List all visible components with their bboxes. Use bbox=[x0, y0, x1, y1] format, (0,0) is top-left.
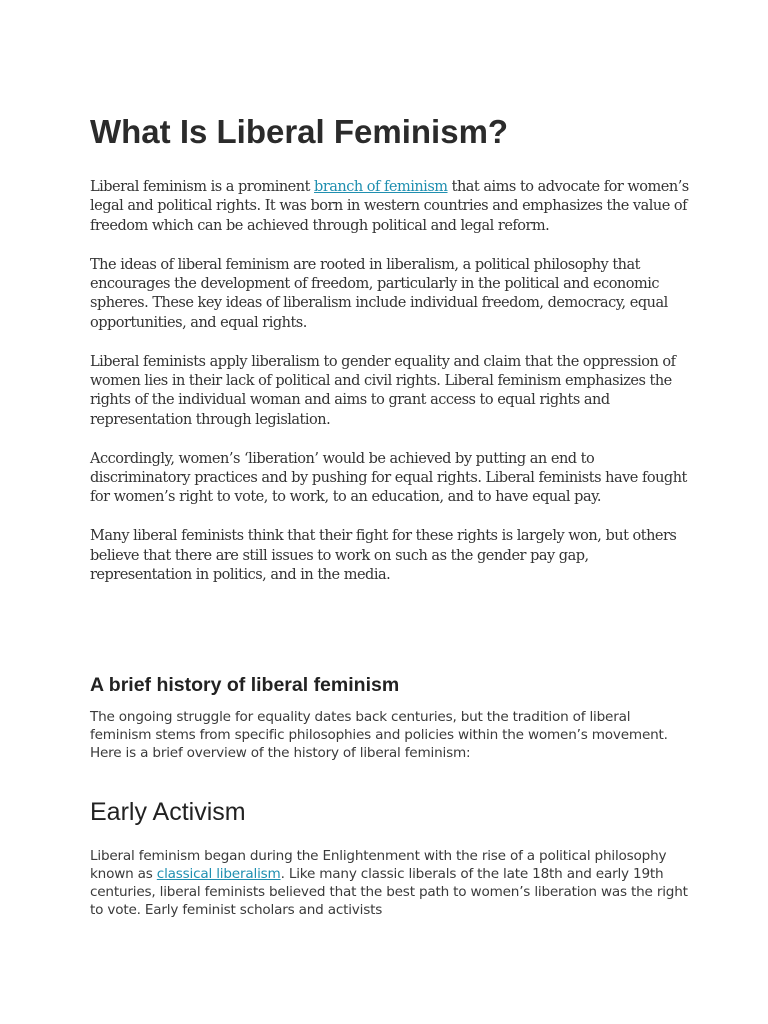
article-title: What Is Liberal Feminism? bbox=[90, 113, 509, 150]
history-heading: A brief history of liberal feminism bbox=[90, 674, 400, 696]
history-paragraph: The ongoing struggle for equality dates back centuries, but the tradition of liberal feminism stems from specific philosophies and policies within the women’s movement. Here is a brief overview of the history of liberal feminism: bbox=[90, 709, 668, 761]
intro-paragraph-2: The ideas of liberal feminism are rooted in liberalism, a political philosophy that encourages the development of freedom, particularly in the political and economic spheres. These key ideas of liberalism include individual freedom, democracy, equal opportunities, and equal rights. bbox=[90, 256, 668, 331]
early-activism-heading: Early Activism bbox=[90, 798, 246, 826]
early-text-before: Liberal feminism began during the Enlightenment with the rise of a political philosophy known as bbox=[90, 848, 667, 882]
classical-liberalism-link[interactable]: classical liberalism bbox=[156, 866, 281, 882]
intro-p1-text-before: Liberal feminism is a prominent bbox=[90, 179, 315, 195]
intro-paragraph-4: Accordingly, women’s ‘liberation’ would be achieved by putting an end to discriminatory practices and by pushing for equal rights. Liberal feminists have fought for women’s right to vote, to work, to an education, and to have equal pay. bbox=[90, 450, 687, 506]
branch-of-feminism-link[interactable]: branch of feminism bbox=[314, 179, 448, 195]
intro-paragraph-5: Many liberal feminists think that their fight for these rights is largely won, but others believe that there are still issues to work on such as the gender pay gap, representation in politics, and in the media. bbox=[90, 528, 677, 584]
early-text-after: . Like many classic liberals of the late 18th and early 19th centuries, liberal feminists believed that the best path to women’s liberation was the right to vote. Early feminist scholars and activists bbox=[90, 866, 688, 918]
intro-paragraph-3: Liberal feminists apply liberalism to gender equality and claim that the oppression of women lies in their lack of political and civil rights. Liberal feminism emphasizes the rights of the individual woman and aims to grant access to equal rights and representation through legislation. bbox=[90, 353, 676, 428]
early-activism-section bbox=[90, 847, 690, 919]
intro-paragraph-1 bbox=[90, 178, 690, 236]
intro-p1-text-after: that aims to advocate for women’s legal and political rights. It was born in western countries and emphasizes the value of freedom which can be achieved through political and legal reform. bbox=[90, 179, 689, 234]
intro-section bbox=[90, 178, 690, 605]
early-activism-paragraph bbox=[90, 847, 690, 919]
history-section bbox=[90, 708, 690, 762]
